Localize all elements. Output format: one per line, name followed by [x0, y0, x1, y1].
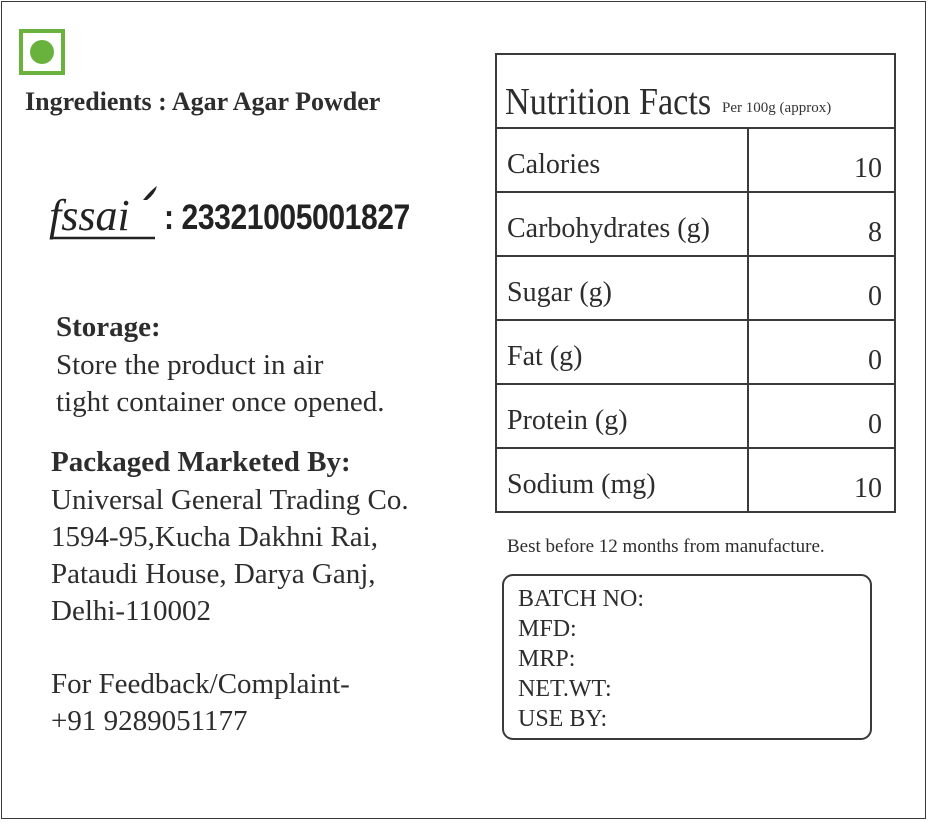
nutrition-serving-basis: Per 100g (approx)	[722, 100, 832, 116]
address-line: Pataudi House, Darya Ganj,	[51, 558, 376, 590]
nutrition-row	[497, 257, 894, 321]
nutrient-value: 10	[854, 153, 882, 184]
nutrient-value: 10	[854, 473, 882, 504]
nutrition-facts-table	[495, 53, 896, 513]
mrp-label: MRP:	[518, 646, 576, 672]
storage-heading: Storage:	[56, 311, 161, 343]
nutrient-name: Carbohydrates (g)	[497, 193, 749, 255]
vegetarian-mark-icon	[19, 29, 65, 75]
batch-no-label: BATCH NO:	[518, 586, 645, 612]
nutrient-name: Fat (g)	[497, 321, 749, 383]
nutrient-value: 0	[868, 409, 882, 440]
packaged-heading: Packaged Marketed By:	[51, 446, 351, 478]
feedback-contact	[51, 666, 350, 740]
storage-instructions	[56, 347, 476, 421]
nutrition-title: Nutrition Facts	[505, 81, 712, 123]
storage-line: tight container once opened.	[56, 386, 385, 418]
nutrient-value: 0	[868, 345, 882, 376]
nutrient-value: 8	[868, 217, 882, 248]
vegetarian-dot	[30, 40, 54, 64]
marketer-address	[51, 482, 409, 630]
nutrient-name: Protein (g)	[497, 385, 749, 447]
net-weight-label: NET.WT:	[518, 676, 612, 702]
storage-line: Store the product in air	[56, 349, 324, 381]
nutrient-name: Sodium (mg)	[497, 449, 749, 511]
nutrient-name: Calories	[497, 129, 749, 191]
nutrient-name: Sugar (g)	[497, 257, 749, 319]
address-line: Universal General Trading Co.	[51, 484, 409, 516]
use-by-label: USE BY:	[518, 706, 608, 732]
ingredients-text: Ingredients : Agar Agar Powder	[25, 87, 381, 116]
feedback-line: For Feedback/Complaint-	[51, 668, 350, 700]
address-line: 1594-95,Kucha Dakhni Rai,	[51, 521, 378, 553]
nutrition-row	[497, 193, 894, 257]
nutrition-row	[497, 321, 894, 385]
fssai-logo-text: fssai	[49, 191, 130, 240]
nutrition-row	[497, 129, 894, 193]
batch-info-box	[502, 574, 872, 740]
nutrient-value: 0	[868, 281, 882, 312]
best-before-text: Best before 12 months from manufacture.	[507, 536, 825, 557]
address-line: Delhi-110002	[51, 595, 212, 627]
mfd-label: MFD:	[518, 616, 577, 642]
fssai-logo-icon	[45, 178, 165, 248]
fssai-license-number: : 23321005001827	[164, 198, 410, 237]
nutrition-title-row	[497, 55, 894, 129]
nutrition-row	[497, 449, 894, 511]
feedback-phone: +91 9289051177	[51, 705, 248, 737]
nutrition-row	[497, 385, 894, 449]
